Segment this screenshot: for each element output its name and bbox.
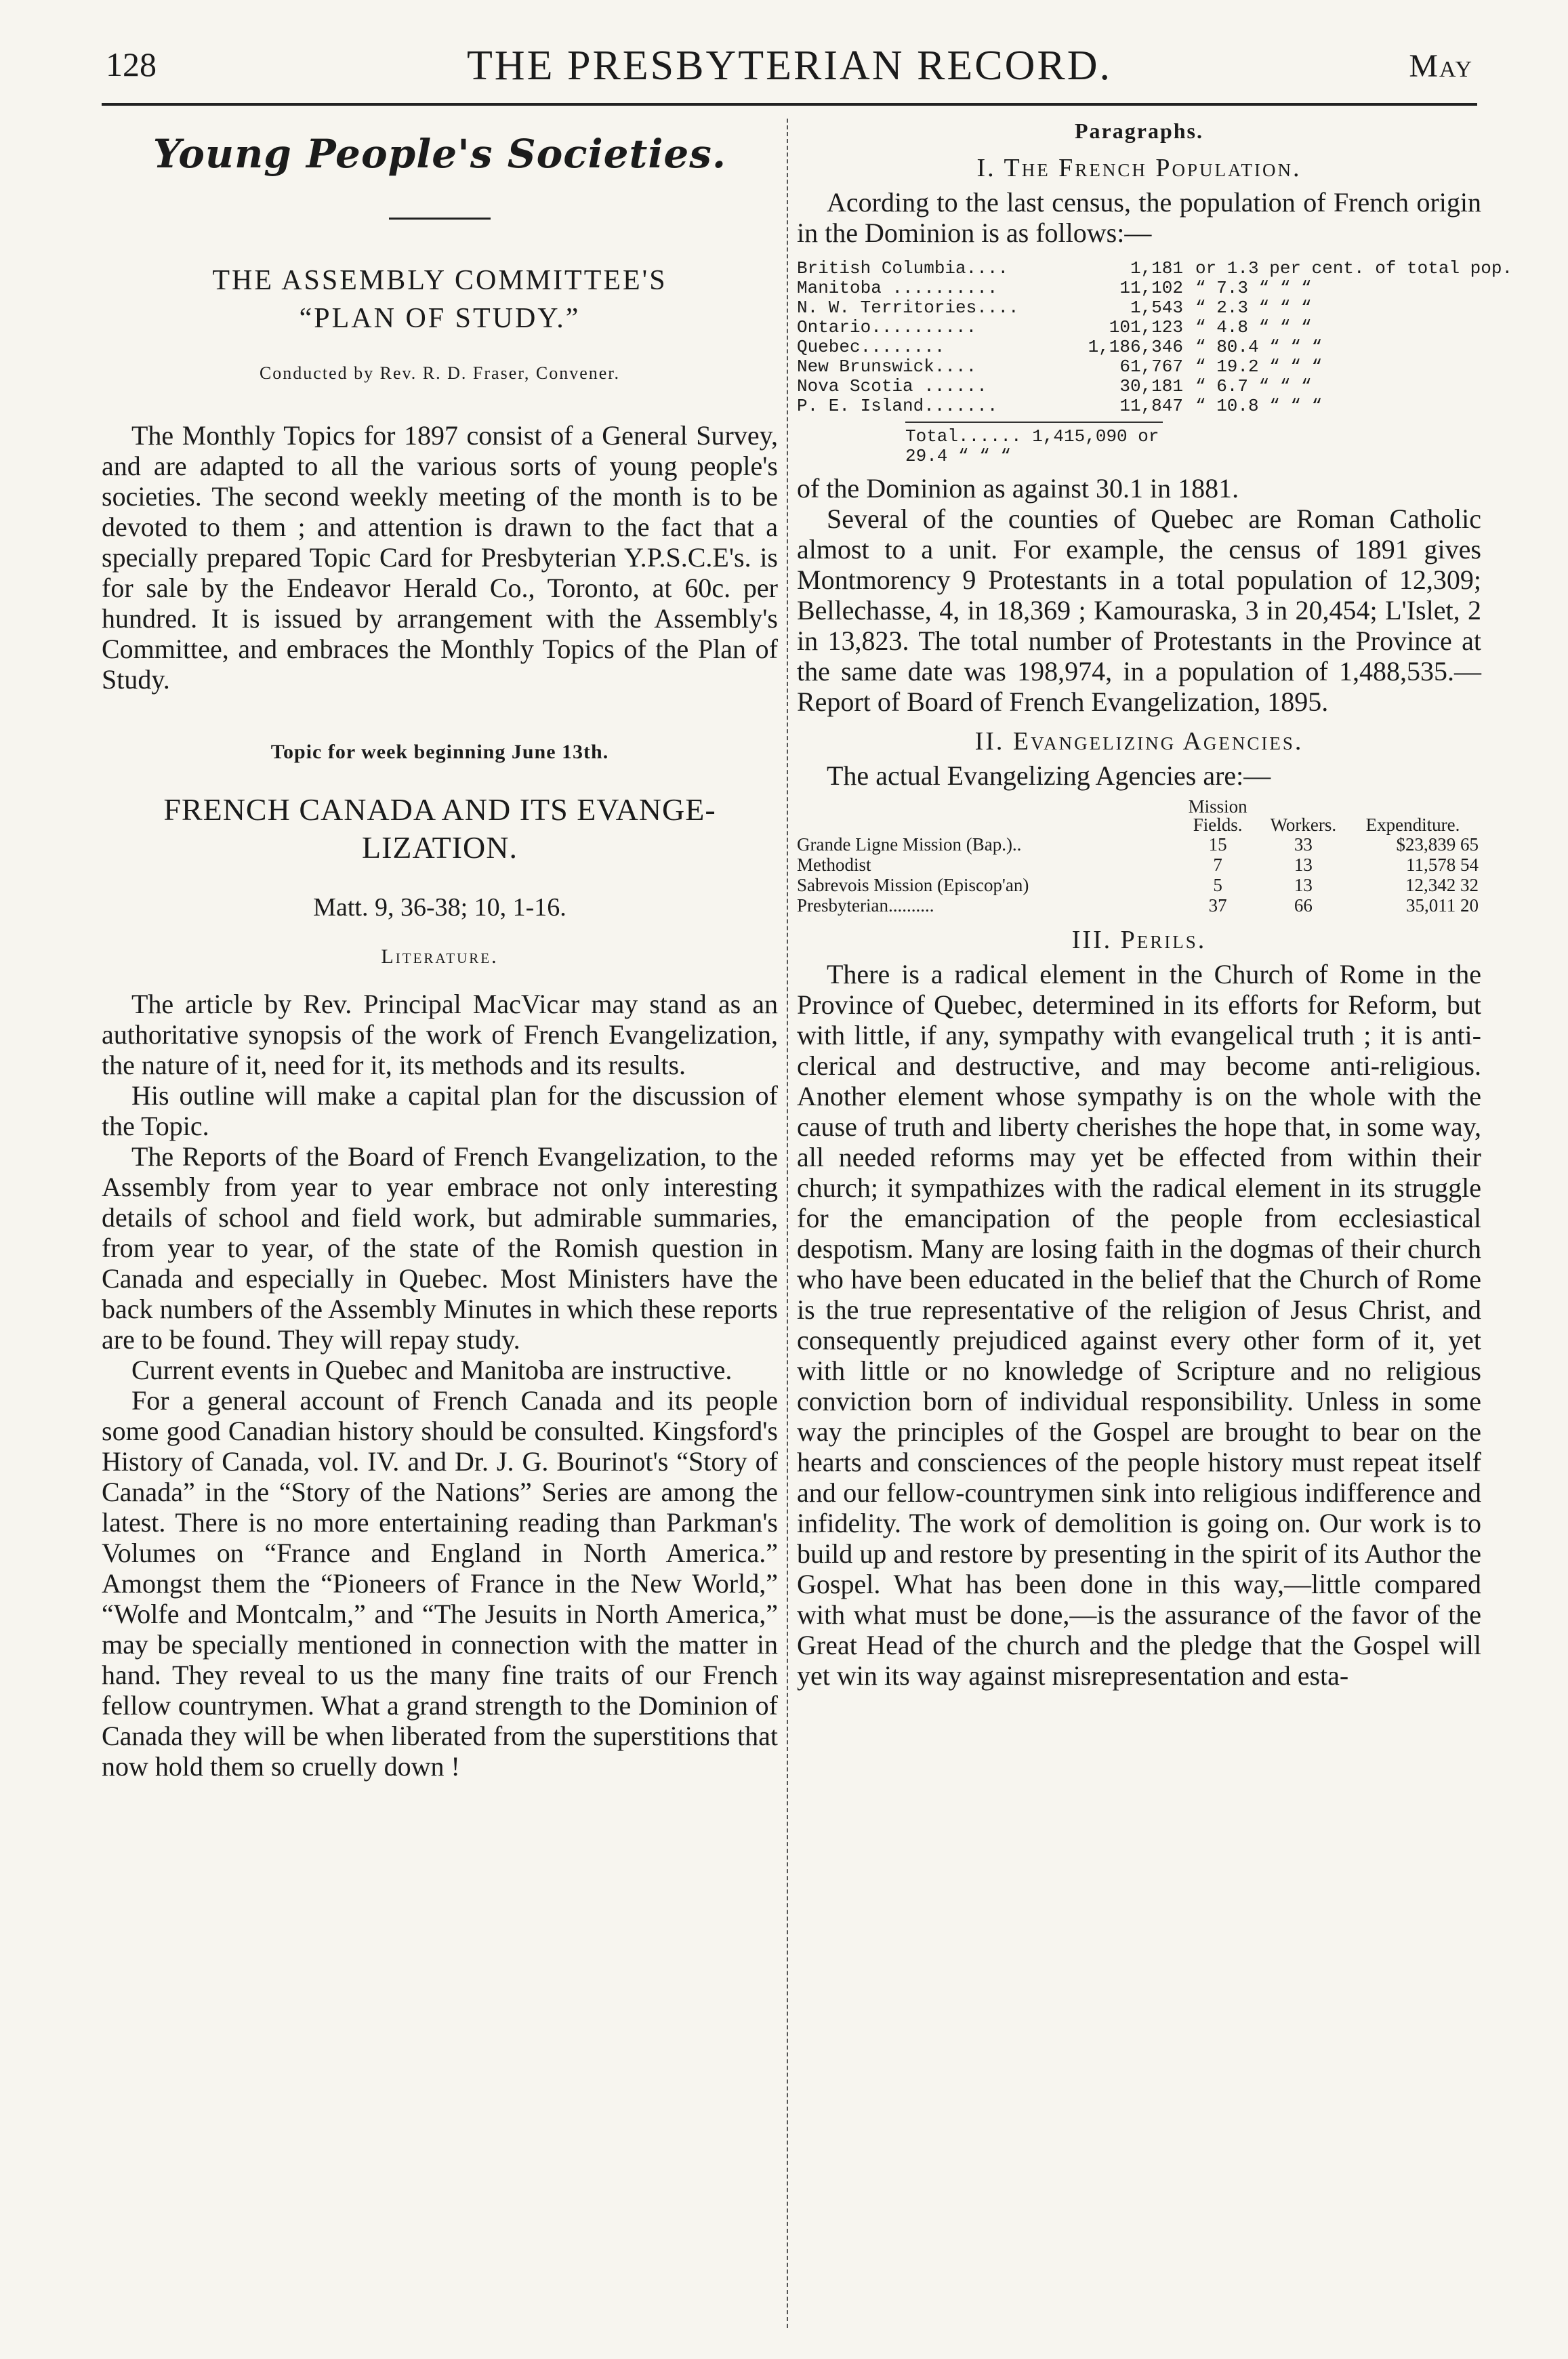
- topic-title-line-2: LIZATION.: [362, 830, 518, 865]
- committee-heading-line-2: “PLAN OF STUDY.”: [299, 303, 581, 334]
- agency-name: Presbyterian..........: [797, 895, 934, 916]
- census-row: [797, 357, 1481, 377]
- col-workers: Workers.: [1270, 815, 1337, 835]
- agency-name: Grande Ligne Mission (Bap.)..: [797, 834, 1022, 855]
- agencies-intro: The actual Evangelizing Agencies are:—: [827, 760, 1271, 791]
- census-place: British Columbia....: [797, 258, 1009, 279]
- census-population: 11,847: [1119, 396, 1183, 416]
- literature-paragraph: Current events in Quebec and Manitoba are instructive.: [131, 1355, 733, 1385]
- agency-expenditure: 12,342 32: [1405, 875, 1479, 895]
- census-intro: Acording to the last census, the population of French origin in the Dominion is as follows:—: [797, 187, 1481, 248]
- agencies-header-row: [797, 798, 1481, 834]
- census-population: 101,123: [1109, 317, 1183, 337]
- census-place: Manitoba ..........: [797, 278, 998, 298]
- agency-workers: 33: [1294, 834, 1313, 855]
- census-place: Nova Scotia ......: [797, 376, 987, 396]
- census-percent: “ 7.3 “ “ “: [1195, 278, 1312, 298]
- agency-fields: 5: [1213, 875, 1222, 895]
- census-row: [797, 396, 1481, 416]
- census-percent: or 1.3 per cent. of total pop.: [1195, 258, 1513, 279]
- literature-paragraph: The article by Rev. Principal MacVicar may stand as an authoritative synopsis of the work of French Evangelization, the nature of it, need for it, its methods and its results.: [102, 989, 778, 1080]
- census-total: Total...... 1,415,090 or 29.4 “ “ “: [905, 422, 1163, 466]
- left-column: [102, 119, 778, 1782]
- census-percent: “ 2.3 “ “ “: [1195, 298, 1312, 318]
- census-percent: “ 6.7 “ “ “: [1195, 376, 1312, 396]
- census-population: 1,181: [1130, 258, 1183, 279]
- agency-name: Sabrevois Mission (Episcop'an): [797, 875, 1029, 895]
- issue-month: May: [1409, 48, 1473, 84]
- intro-paragraph: The Monthly Topics for 1897 consist of a General Survey, and are adapted to all the various sorts of young people's societies. The second weekly meeting of the month is to be devoted to them ; and attention is drawn to the fact that a specially prepared Topic Card for Presbyterian Y.P.S.C.E's. is for sale by the Endeavor Herald Co., Toronto, at 60c. per hundred. It is issued by arrangement with the Assembly's Committee, and embraces the Monthly Topics of the Plan of Study.: [102, 420, 778, 695]
- census-population: 1,543: [1130, 298, 1183, 318]
- agencies-table: [797, 798, 1481, 916]
- col-mission-fields: Mission Fields.: [1188, 796, 1247, 835]
- agency-row: [797, 855, 1481, 875]
- census-row: [797, 279, 1481, 298]
- literature-paragraph: The Reports of the Board of French Evangelization, to the Assembly from year to year embrace not only interesting details of school and field work, but admirable summaries, from year to year, of the state of the Romish question in Canada and especially in Quebec. Most Ministers have the back numbers of the Assembly Minutes in which these reports are to be found. They will repay study.: [102, 1141, 778, 1355]
- census-place: Ontario..........: [797, 317, 977, 337]
- agency-workers: 13: [1294, 875, 1313, 895]
- census-row: [797, 318, 1481, 337]
- agency-row: [797, 895, 1481, 916]
- scripture-reference: Matt. 9, 36-38; 10, 1-16.: [313, 893, 566, 922]
- perils-paragraph: There is a radical element in the Church of Rome in the Province of Quebec, determined in its efforts for Reform, but with little, if any, sympathy with evangelical truth ; it is anti-clerical and destructive, and may become anti-religious. Another element whose sympathy is on the whole with the cause of truth and liberty cherishes the hope that, in some way, all needed reforms may yet be effected from within their church; it sympathizes with the radical element in its struggle for the emancipation of the people from ecclesiastical despotism. Many are losing faith in the dogmas of their church who have been educated in the belief that the Church of Rome is the true representative of the religion of Jesus Christ, and consequently prejudiced against every other form of it, yet with little or no knowledge of Scripture and no religious conviction born of individual responsibility. Unless in some way the principles of the Gospel are brought to bear on the hearts and consciences of the people history must repeat itself and our fellow-countrymen sink into religious indifference and infidelity. The work of demolition is going on. Our work is to build up and restore by presenting in the spirit of its Author the Gospel. What has been done in this way,—little compared with what must be done,—is the assurance of the favor of the Great Head of the church and the pledge that the Gospel will yet win its way against misrepresentation and esta-: [797, 959, 1481, 1691]
- conducted-by: Conducted by Rev. R. D. Fraser, Convener.: [259, 363, 621, 383]
- agency-fields: 37: [1208, 895, 1227, 916]
- agency-workers: 66: [1294, 895, 1313, 916]
- page-header: [102, 42, 1477, 106]
- census-after: of the Dominion as against 30.1 in 1881.: [797, 473, 1239, 504]
- agency-workers: 13: [1294, 855, 1313, 875]
- title-rule: [389, 218, 491, 220]
- evangelizing-agencies-heading: II. Evangelizing Agencies.: [974, 727, 1304, 756]
- quebec-counties-paragraph: Several of the counties of Quebec are Roman Catholic almost to a unit. For example, the census of 1891 gives Montmorency 9 Protestants in a total population of 12,309; Bellechasse, 4, in 18,369 ; Kamouraska, 3 in 20,454; L'Islet, 2 in 13,823. The total number of Protestants in the Province at the same date was 198,974, in a population of 1,488,535.—Report of Board of French Evangelization, 1895.: [797, 504, 1481, 717]
- topic-title-line-1: FRENCH CANADA AND ITS EVANGE-: [163, 792, 716, 827]
- census-percent: “ 10.8 “ “ “: [1195, 396, 1323, 416]
- column-divider: [787, 119, 788, 2328]
- perils-heading: III. Perils.: [1071, 926, 1207, 954]
- census-row: [797, 298, 1481, 318]
- census-population: 30,181: [1119, 376, 1183, 396]
- census-percent: “ 80.4 “ “ “: [1195, 337, 1323, 357]
- col-expenditure: Expenditure.: [1365, 815, 1460, 835]
- census-table: [797, 258, 1513, 466]
- census-row: [797, 337, 1481, 357]
- census-place: Quebec........: [797, 337, 945, 357]
- right-column: [797, 119, 1513, 1691]
- publication-title: THE PRESBYTERIAN RECORD.: [466, 43, 1113, 89]
- census-population: 61,767: [1119, 356, 1183, 377]
- paragraphs-heading: Paragraphs.: [1075, 119, 1203, 143]
- agency-expenditure: $23,839 65: [1396, 834, 1479, 855]
- census-percent: “ 4.8 “ “ “: [1195, 317, 1312, 337]
- literature-paragraph: For a general account of French Canada and its people some good Canadian history should be consulted. Kingsford's History of Canada, vol. IV. and Dr. J. G. Bourinot's “Story of Canada” in the “Story of the Nations” Series are among the latest. There is no more entertaining reading than Parkman's Volumes on “France and England in North America.” Amongst them the “Pioneers of France in the New World,” “Wolfe and Montcalm,” and “The Jesuits in North America,” may be specially mentioned in connection with the matter in hand. They reveal to us the many fine traits of our French fellow countrymen. What a grand strength to the Dominion of Canada they will be when liberated from the superstitions that now hold them so cruelly down !: [102, 1385, 778, 1782]
- agency-row: [797, 875, 1481, 895]
- census-population: 1,186,346: [1088, 337, 1183, 357]
- agency-row: [797, 834, 1481, 855]
- literature-heading: Literature.: [381, 945, 499, 968]
- census-row: [797, 377, 1481, 396]
- agency-expenditure: 11,578 54: [1406, 855, 1479, 875]
- agency-expenditure: 35,011 20: [1406, 895, 1479, 916]
- agency-name: Methodist: [797, 855, 871, 875]
- census-place: N. W. Territories....: [797, 298, 1019, 318]
- topic-week: Topic for week beginning June 13th.: [270, 741, 609, 763]
- census-place: P. E. Island.......: [797, 396, 998, 416]
- literature-paragraph: His outline will make a capital plan for the discussion of the Topic.: [102, 1080, 778, 1141]
- agency-fields: 7: [1213, 855, 1222, 875]
- census-place: New Brunswick....: [797, 356, 977, 377]
- page-number: 128: [106, 45, 157, 83]
- committee-heading-line-1: THE ASSEMBLY COMMITTEE'S: [212, 265, 667, 296]
- census-population: 11,102: [1119, 278, 1183, 298]
- census-percent: “ 19.2 “ “ “: [1195, 356, 1323, 377]
- agency-fields: 15: [1208, 834, 1227, 855]
- census-row: [797, 258, 1513, 279]
- section-title: Young People's Societies.: [152, 131, 727, 177]
- french-population-heading: I. The French Population.: [976, 154, 1302, 182]
